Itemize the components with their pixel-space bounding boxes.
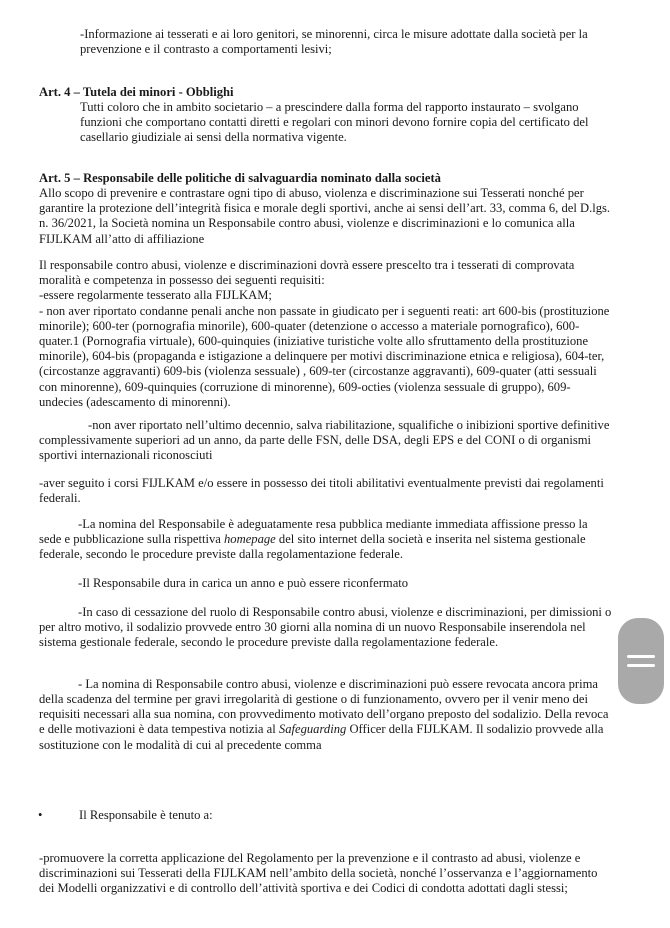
text-line: - La nomina di Responsabile contro abusi, violenze e discriminazioni può essere revocata ancora prima bbox=[78, 677, 599, 691]
text-line: Tutti coloro che in ambito societario – a prescindere dalla forma del rapporto instaurato – svolgano bbox=[80, 100, 579, 114]
scroll-handle[interactable] bbox=[618, 618, 664, 704]
text-line: sportivi internazionali riconosciuti bbox=[39, 448, 213, 463]
text-segment-italic: Safeguarding bbox=[278, 722, 347, 737]
text-line: -non aver riportato nell’ultimo decennio, salva riabilitazione, squalifiche o inibizioni sportive definitive bbox=[88, 418, 610, 432]
text-line: funzioni che comportano contatti diretti e regolari con minori devono fornire copia del certificato del bbox=[80, 115, 589, 130]
art5-paragraph-5 bbox=[39, 532, 631, 562]
text-line: per altro motivo, il sodalizio provvede entro 30 giorni alla nomina di un nuovo Responsabile inserendola nel bbox=[39, 620, 586, 634]
text-line: quater.1 (Pornografia virtuale), 600-quinquies (iniziative turistiche volte allo sfruttamento della prostituzione bbox=[39, 334, 589, 349]
intro-paragraph-cont bbox=[80, 42, 670, 57]
text-line: dei Modelli organizzativi e di controllo dell’attività sportiva e dei Codici di condotta adottati dagli stessi; bbox=[39, 881, 568, 896]
text-line: -Il Responsabile dura in carica un anno e può essere riconfermato bbox=[78, 576, 409, 590]
text-line: moralità e competenza in possesso dei seguenti requisiti: bbox=[39, 273, 325, 288]
art5-paragraph-8 bbox=[39, 692, 631, 753]
art5-paragraph-4 bbox=[39, 476, 631, 506]
text-line: -promuovere la corretta applicazione del Regolamento per la prevenzione e il contrasto ad abusi, violenze e bbox=[39, 851, 581, 865]
text-line: Il responsabile contro abusi, violenze e discriminazioni dovrà essere prescelto tra i tesserati di comprovata bbox=[39, 258, 575, 272]
text-line: requisiti necessari alla sua nomina, con provvedimento motivato dell’organo preposto del sodalizio. Della revoca bbox=[39, 707, 609, 722]
art5-paragraph-3 bbox=[39, 433, 631, 463]
text-segment: sede e pubblicazione sulla rispettiva bbox=[39, 532, 224, 546]
art5-paragraph-3-first bbox=[88, 418, 609, 433]
text-line: sistema gestionale federale, secondo le procedure previste dalla regolamentazione federale. bbox=[39, 635, 499, 650]
art5-paragraph-9 bbox=[39, 851, 631, 897]
text-line bbox=[39, 722, 631, 737]
text-segment: del sito internet della società e inserita nel sistema gestionale bbox=[275, 532, 586, 546]
text-line: casellario giudiziale ai sensi della normativa vigente. bbox=[80, 130, 347, 145]
text-line: federale, secondo le procedure previste dalla regolamentazione federale. bbox=[39, 547, 403, 562]
text-line: -Informazione ai tesserati e ai loro genitori, se minorenni, circa le misure adottate dalla società per la bbox=[80, 27, 588, 41]
bullet-item bbox=[79, 808, 631, 823]
bullet-icon: • bbox=[38, 808, 43, 822]
text-line: (circostanze aggravanti) 609-bis (violenza sessuale) , 609-ter (circostanze aggravanti), 609-quater (atti sessuali bbox=[39, 364, 597, 379]
text-segment: Officer della FIJLKAM. Il sodalizio provvede alla bbox=[346, 722, 604, 737]
text-line: -In caso di cessazione del ruolo di Responsabile contro abusi, violenze e discriminazioni, per dimissioni o bbox=[78, 605, 612, 619]
art5-heading: Art. 5 – Responsabile delle politiche di salvaguardia nominato dalla società bbox=[39, 171, 441, 185]
text-line: discriminazioni sui Tesserati della FIJLKAM nell’ambito della società, nonché l’osservanza e l’aggiornamento bbox=[39, 866, 598, 881]
text-line: minorile); 600-ter (pornografia minorile), 600-quater (detenzione o accesso a materiale pornografico), 600- bbox=[39, 318, 580, 333]
text-segment: e delle motivazioni è data tempestiva notizia al bbox=[39, 722, 279, 737]
art5-paragraph-1 bbox=[39, 186, 631, 247]
text-line: prevenzione e il contrasto a comportamenti lesivi; bbox=[80, 42, 332, 56]
art5-paragraph-7-first bbox=[78, 605, 630, 620]
text-line: con minorenne), 609-quinquies (corruzione di minorenne), 609-octies (violenza sessuale di gruppo), 609- bbox=[39, 379, 571, 394]
art5-paragraph-8-first bbox=[78, 677, 630, 692]
art5-paragraph-5-first bbox=[78, 517, 630, 532]
text-line: -aver seguito i corsi FIJLKAM e/o essere in possesso dei titoli abilitativi eventualmente previsti dai regolamenti bbox=[39, 476, 604, 490]
text-line: complessivamente superiori ad un anno, da parte delle FSN, delle DSA, degli EPS e del CONI o di organismi bbox=[39, 433, 592, 447]
intro-paragraph bbox=[80, 27, 632, 42]
text-line: sostituzione con le modalità di cui al precedente comma bbox=[39, 737, 322, 752]
text-line: -essere regolarmente tesserato alla FIJLKAM; bbox=[39, 288, 272, 303]
text-line: garantire la protezione dell’integrità fisica e morale degli sportivi, anche ai sensi dell’art. 33, comma 6, del D.lgs. bbox=[39, 201, 611, 216]
text-line bbox=[39, 532, 631, 547]
text-segment-italic: homepage bbox=[224, 532, 276, 546]
text-line: - non aver riportato condanne penali anche non passate in giudicato per i seguenti reati: art 600-bis (prostituzione bbox=[39, 303, 610, 318]
text-line: -La nomina del Responsabile è adeguatamente resa pubblica mediante immediata affissione presso la bbox=[78, 517, 588, 531]
text-line: FIJLKAM all’atto di affiliazione bbox=[39, 231, 205, 246]
art4-paragraph bbox=[80, 100, 632, 146]
text-line: Il Responsabile è tenuto a: bbox=[79, 808, 213, 822]
text-line: federali. bbox=[39, 491, 81, 506]
art5-paragraph-7 bbox=[39, 620, 631, 650]
art5-paragraph-6 bbox=[78, 576, 630, 591]
art5-paragraph-2 bbox=[39, 258, 631, 410]
text-line: Allo scopo di prevenire e contrastare ogni tipo di abuso, violenza e discriminazione sui Tesserati nonché per bbox=[39, 186, 584, 200]
text-line: della scadenza del termine per gravi irregolarità di gestione o di funzionamento, ovvero per il venir meno dei bbox=[39, 692, 589, 706]
text-line: undecies (adescamento di minorenni). bbox=[39, 394, 231, 409]
text-line: minorile), 604-bis (propaganda e istigazione a delinquere per motivi discriminazione etnica e religiosa), 604-ter, bbox=[39, 349, 605, 364]
text-line: n. 36/2021, la Società nomina un Responsabile contro abusi, violenze e discriminazioni e lo comunica alla bbox=[39, 216, 575, 231]
art4-heading: Art. 4 – Tutela dei minori - Obblighi bbox=[39, 85, 234, 99]
